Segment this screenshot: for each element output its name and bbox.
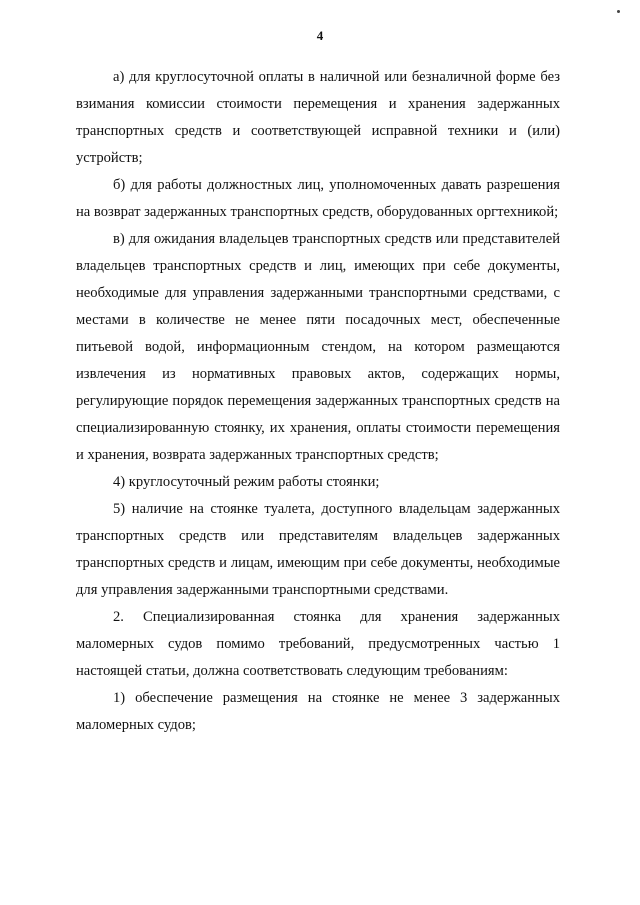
page-number: 4 — [316, 28, 324, 43]
paragraph-5-toilet: 5) наличие на стоянке туалета, доступного владельцам задержанных транспортных средств или представителям владельцев задержанных транспортных средств и лицам, имеющим при себе документы, необходимые для управления задержанными транспортными средствами. — [76, 501, 560, 598]
paragraph-1-vessel-capacity: 1) обеспечение размещения на стоянке не менее 3 задержанных маломерных судов; — [76, 690, 560, 733]
paragraph-a-payment: а) для круглосуточной оплаты в наличной или безналичной форме без взимания комиссии стоимости перемещения и хранения задержанных транспортных средств и соответствующей исправной техники и (или) устройств; — [76, 69, 560, 166]
paragraph-b-officials: б) для работы должностных лиц, уполномоченных давать разрешения на возврат задержанных транспортных средств, оборудованных оргтехникой; — [76, 177, 560, 220]
scan-speck — [617, 10, 620, 13]
document-body — [76, 64, 560, 739]
paragraph-v-waiting: в) для ожидания владельцев транспортных средств или представителей владельцев транспортных средств и лиц, имеющих при себе документы, необходимые для управления задержанными транспортными средствами, с местами в количестве не менее пяти посадочных мест, обеспеченные питьевой водой, информационным стендом, на котором размещаются извлечения из нормативных правовых актов, содержащих нормы, регулирующие порядок перемещения задержанных транспортных средств на специализированную стоянку, их хранения, оплаты стоимости перемещения и хранения, возврата задержанных транспортных средств; — [76, 231, 560, 463]
paragraph-4-schedule: 4) круглосуточный режим работы стоянки; — [113, 474, 380, 490]
paragraph-2-small-vessels: 2. Специализированная стоянка для хранения задержанных маломерных судов помимо требований, предусмотренных частью 1 настоящей статьи, должна соответствовать следующим требованиям: — [76, 609, 560, 679]
